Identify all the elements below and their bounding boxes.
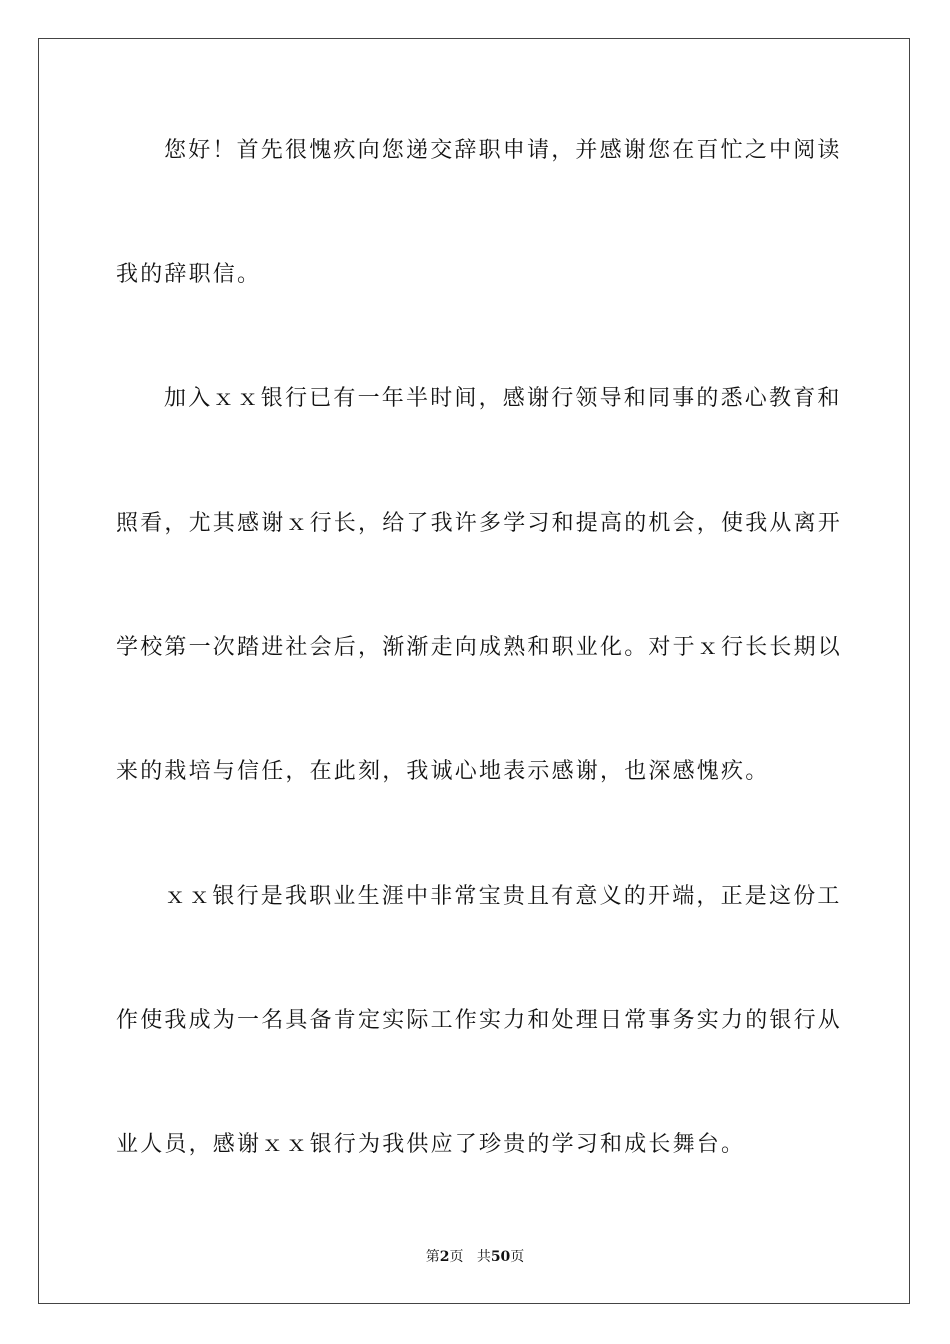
total-suffix: 页 — [510, 1249, 525, 1265]
page-border — [38, 38, 910, 1304]
paragraph-3-line-3: 业人员，感谢ｘｘ银行为我供应了珍贵的学习和成长舞台。 — [116, 1132, 746, 1157]
total-pages-number: 50 — [490, 1249, 511, 1265]
paragraph-3-line-1: ｘｘ银行是我职业生涯中非常宝贵且有意义的开端，正是这份工 — [164, 884, 842, 909]
page-suffix: 页 — [449, 1249, 464, 1265]
current-page-number: 2 — [439, 1249, 450, 1265]
paragraph-2-line-3: 学校第一次踏进社会后，渐渐走向成熟和职业化。对于ｘ行长长期以 — [116, 635, 843, 660]
paragraph-1-line-2: 我的辞职信。 — [116, 262, 262, 287]
paragraph-1-line-1: 您好！首先很愧疚向您递交辞职申请，并感谢您在百忙之中阅读 — [164, 138, 842, 163]
paragraph-2-line-2: 照看，尤其感谢ｘ行长，给了我许多学习和提高的机会，使我从离开 — [116, 511, 843, 536]
page-prefix: 第 — [425, 1249, 440, 1265]
page-indicator — [0, 1248, 950, 1266]
total-prefix: 共 — [476, 1249, 491, 1265]
paragraph-2-line-4: 来的栽培与信任，在此刻，我诚心地表示感谢，也深感愧疚。 — [116, 759, 770, 784]
paragraph-2-line-1: 加入ｘｘ银行已有一年半时间，感谢行领导和同事的悉心教育和 — [164, 386, 842, 411]
paragraph-3-line-2: 作使我成为一名具备肯定实际工作实力和处理日常事务实力的银行从 — [116, 1008, 843, 1033]
